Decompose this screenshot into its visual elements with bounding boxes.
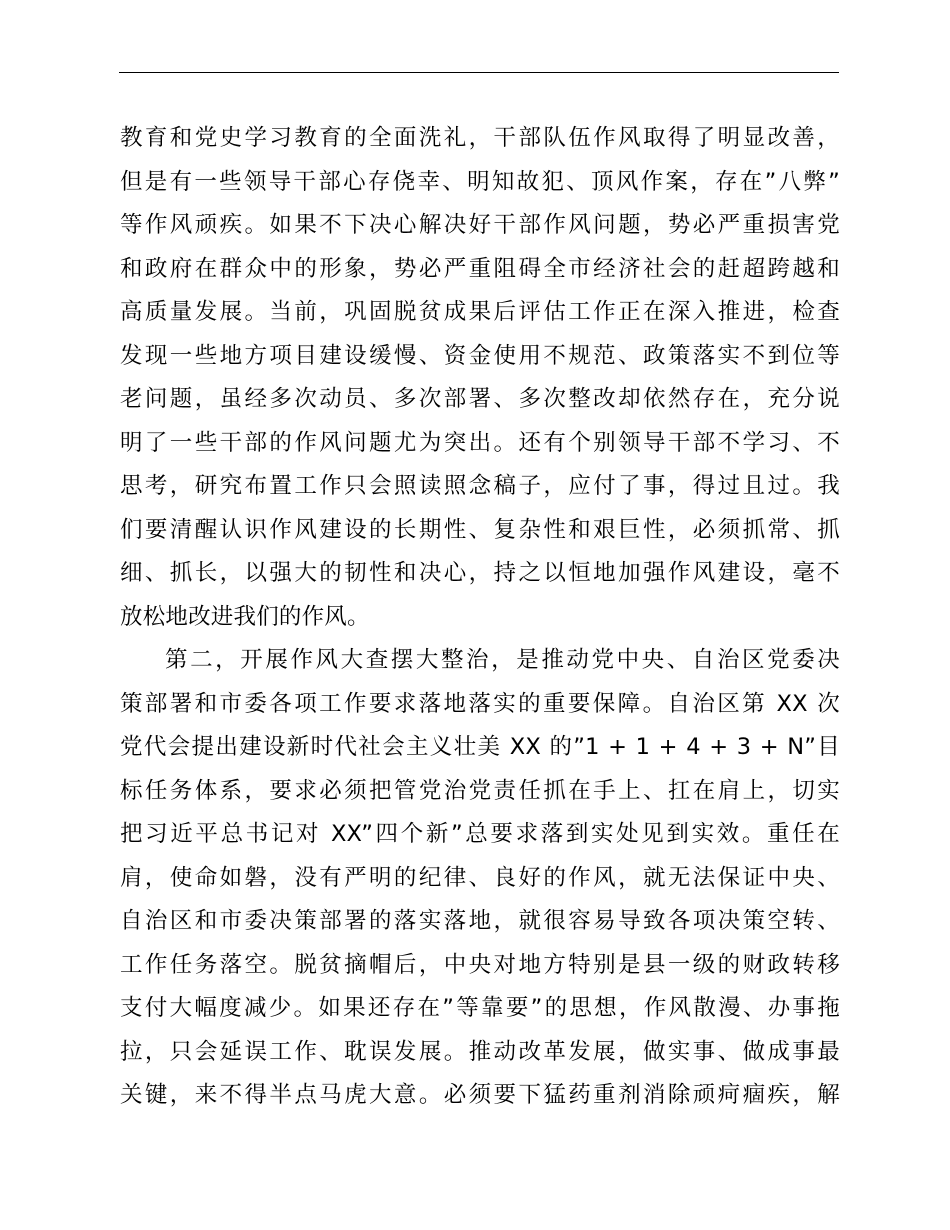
text-line-14: 策部署和市委各项工作要求落地落实的重要保障。自治区第 XX 次 xyxy=(120,690,840,717)
text-line-18: 肩，使命如磐，没有严明的纪律、良好的作风，就无法保证中央、 xyxy=(120,864,840,891)
text-line-20: 工作任务落空。脱贫摘帽后，中央对地方特别是县一级的财政转移 xyxy=(120,951,840,978)
body-text xyxy=(120,117,840,1118)
text-line-1: 教育和党史学习教育的全面洗礼，干部队伍作风取得了明显改善， xyxy=(120,125,840,151)
text-line-16: 标任务体系，要求必须把管党治党责任抓在手上、扛在肩上，切实 xyxy=(120,777,840,804)
text-line-22: 拉，只会延误工作、耽误发展。推动改革发展，做实事、做成事最 xyxy=(120,1038,840,1065)
text-line-4: 和政府在群众中的形象，势必严重阻碍全市经济社会的赶超跨越和 xyxy=(120,255,840,282)
text-line-11: 细、抓长，以强大的韧性和决心，持之以恒地加强作风建设，毫不 xyxy=(120,560,840,586)
text-line-6: 发现一些地方项目建设缓慢、资金使用不规范、政策落实不到位等 xyxy=(120,342,840,369)
text-line-15: 党代会提出建设新时代社会主义壮美 XX 的”1 + 1 + 4 + 3 + N”目 xyxy=(120,734,840,760)
text-line-13: 第二，开展作风大查摆大整治，是推动党中央、自治区党委决 xyxy=(165,647,840,673)
text-line-7: 老问题，虽经多次动员、多次部署、多次整改却依然存在，充分说 xyxy=(120,386,840,412)
text-line-17: 把习近平总书记对 XX”四个新”总要求落到实处见到实效。重任在 xyxy=(120,821,840,847)
text-line-23: 关键，来不得半点马虎大意。必须要下猛药重剂消除顽疴痼疾，解 xyxy=(120,1082,840,1108)
text-line-3: 等作风顽疾。如果不下决心解决好干部作风问题，势必严重损害党 xyxy=(120,212,840,238)
text-line-8: 明了一些干部的作风问题尤为突出。还有个别领导干部不学习、不 xyxy=(120,429,840,456)
text-line-5: 高质量发展。当前，巩固脱贫成果后评估工作正在深入推进，检查 xyxy=(120,299,840,325)
text-line-21: 支付大幅度减少。如果还存在”等靠要”的思想，作风散漫、办事拖 xyxy=(120,995,840,1021)
text-line-12: 放松地改进我们的作风。 xyxy=(120,603,370,630)
text-line-19: 自治区和市委决策部署的落实落地，就很容易导致各项决策空转、 xyxy=(120,908,840,934)
text-line-2: 但是有一些领导干部心存侥幸、明知故犯、顶风作案，存在”八弊” xyxy=(120,168,840,195)
header-rule xyxy=(119,72,839,73)
text-line-10: 们要清醒认识作风建设的长期性、复杂性和艰巨性，必须抓常、抓 xyxy=(120,516,840,543)
text-line-9: 思考，研究布置工作只会照读照念稿子，应付了事，得过且过。我 xyxy=(120,473,840,499)
